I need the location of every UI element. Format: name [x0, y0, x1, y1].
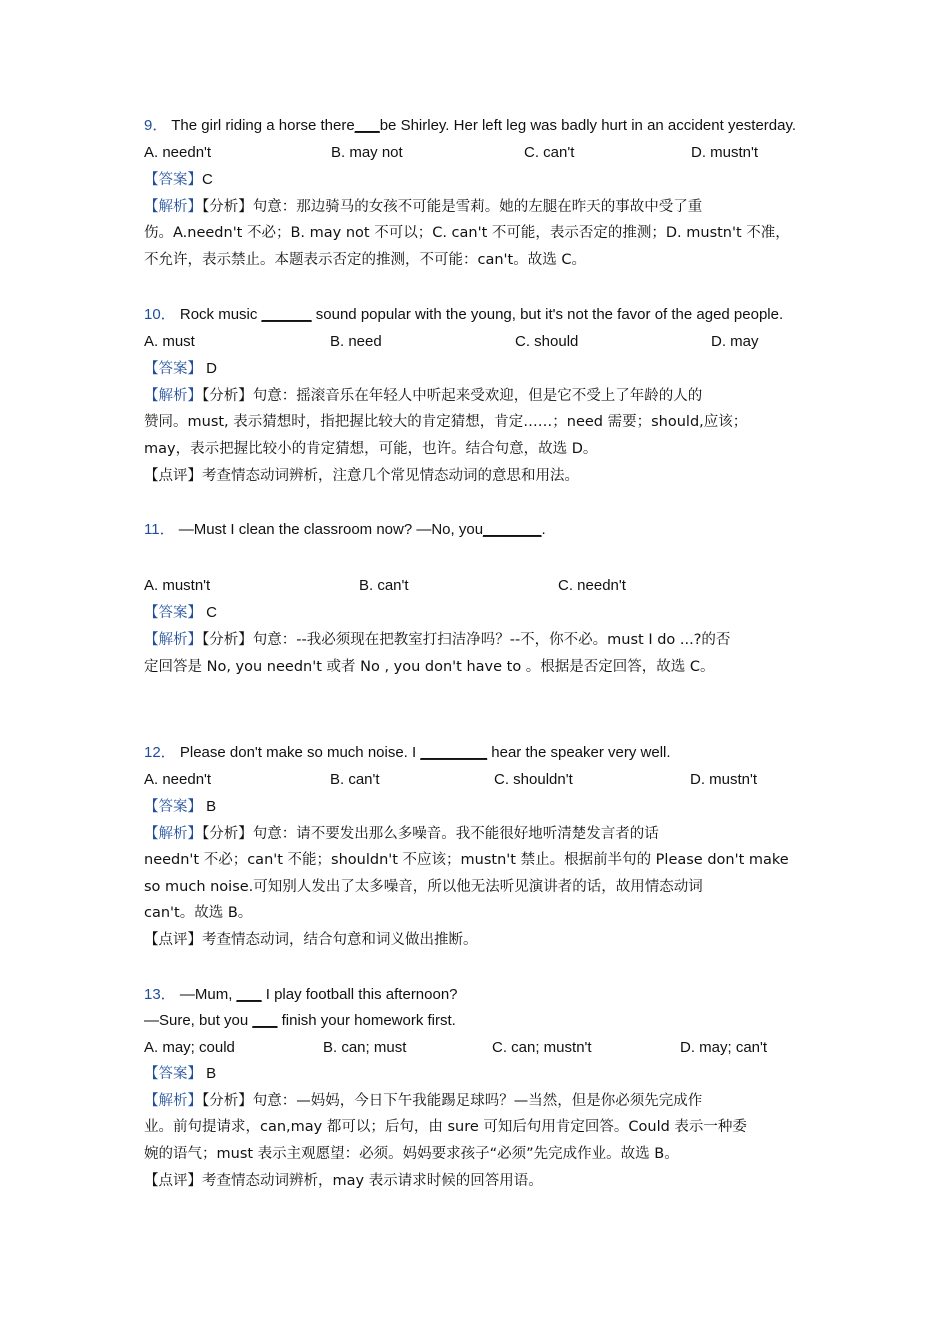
answer-line — [144, 796, 216, 818]
option-b: B. can't — [359, 577, 409, 594]
analysis-text: may，表示把握比较小的肯定猜想，可能，也许。结合句意，故选 D。 — [144, 441, 598, 457]
stem-text: —Must I clean the classroom now? —No, you — [178, 521, 484, 538]
analysis-tag: 【解析】 — [144, 199, 202, 215]
question-13-stem-2 — [144, 1010, 456, 1032]
option-a: A. may; could — [144, 1039, 235, 1056]
stem-text: sound popular with the young, but it's not the favor of the aged people. — [311, 306, 784, 323]
analysis-text: 【分析】句意：—妈妈，今日下午我能踢足球吗？—当然，但是你必须先完成作 — [202, 1093, 703, 1109]
option-c: C. can; mustn't — [492, 1039, 592, 1056]
question-number: 9． — [144, 117, 168, 134]
stem-text: Please don't make so much noise. I — [179, 744, 421, 761]
analysis-text: 【分析】句意：请不要发出那么多噪音。我不能很好地听清楚发言者的话 — [202, 826, 659, 842]
comment-line: 【点评】考查情态动词辨析，注意几个常见情态动词的意思和用法。 — [144, 468, 579, 484]
analysis-text: needn't 不必；can't 不能；shouldn't 不应该；mustn't 禁止。根据前半句的 Please don't make — [144, 852, 789, 868]
answer-blank: ___ — [252, 1012, 278, 1029]
analysis-text: 不允许，表示禁止。本题表示否定的推测，不可能：can't。故选 C。 — [144, 252, 586, 268]
question-9-stem — [144, 115, 796, 137]
analysis-text: 伤。A.needn't 不必；B. may not 不可以；C. can't 不可能，表示否定的推测；D. mustn't 不准， — [144, 225, 790, 241]
option-c: C. shouldn't — [494, 771, 573, 788]
answer-line — [144, 358, 217, 380]
answer-value: B — [206, 1065, 217, 1082]
option-a: A. needn't — [144, 144, 212, 161]
option-b: B. can; must — [323, 1039, 407, 1056]
analysis-line — [144, 823, 659, 845]
analysis-text: 定回答是 No, you needn't 或者 No , you don't have to 。根据是否定回答，故选 C。 — [144, 659, 715, 675]
analysis-line — [144, 385, 702, 407]
stem-text: be Shirley. Her left leg was badly hurt in an accident yesterday. — [379, 117, 797, 134]
stem-text: . — [541, 521, 546, 538]
question-12-stem — [144, 742, 671, 764]
option-b: B. can't — [330, 771, 380, 788]
option-c: C. can't — [524, 144, 575, 161]
analysis-text: 业。前句提请求，can,may 都可以；后句，由 sure 可知后句用肯定回答。Could 表示一种委 — [144, 1119, 747, 1135]
stem-text: —Sure, but you — [144, 1012, 253, 1029]
answer-blank: ___ — [354, 117, 380, 134]
option-a: A. mustn't — [144, 577, 211, 594]
question-10-stem — [144, 304, 783, 326]
answer-tag: 【答案】 — [144, 172, 202, 188]
answer-line — [144, 602, 217, 624]
stem-text: hear the speaker very well. — [487, 744, 671, 761]
answer-blank: ___ — [236, 986, 262, 1003]
question-11-stem — [144, 519, 546, 541]
option-d: D. mustn't — [690, 771, 758, 788]
question-number: 13． — [144, 986, 176, 1003]
stem-text: I play football this afternoon? — [261, 986, 458, 1003]
analysis-text: 【分析】句意：摇滚音乐在年轻人中听起来受欢迎，但是它不受上了年龄的人的 — [202, 388, 703, 404]
analysis-tag: 【解析】 — [144, 826, 202, 842]
analysis-line — [144, 1090, 702, 1112]
answer-tag: 【答案】 — [144, 1066, 202, 1082]
answer-value: C — [206, 604, 218, 621]
option-c: C. needn't — [558, 577, 626, 594]
answer-tag: 【答案】 — [144, 361, 202, 377]
stem-text: finish your homework first. — [277, 1012, 456, 1029]
answer-blank: ______ — [261, 306, 312, 323]
analysis-line — [144, 196, 702, 218]
question-number: 10． — [144, 306, 176, 323]
answer-line — [144, 1063, 216, 1085]
question-number: 11． — [144, 521, 175, 538]
option-b: B. may not — [331, 144, 403, 161]
analysis-tag: 【解析】 — [144, 1093, 202, 1109]
answer-value: D — [206, 360, 218, 377]
answer-value: B — [206, 798, 217, 815]
stem-text: —Mum, — [179, 986, 237, 1003]
stem-text: Rock music — [179, 306, 262, 323]
option-d: D. mustn't — [691, 144, 759, 161]
option-a: A. needn't — [144, 771, 212, 788]
analysis-text: can't。故选 B。 — [144, 905, 253, 921]
comment-line: 【点评】考查情态动词辨析，may 表示请求时候的回答用语。 — [144, 1173, 543, 1189]
analysis-text: 赞同。must, 表示猜想时，指把握比较大的肯定猜想，肯定……；need 需要；should,应该； — [144, 414, 748, 430]
answer-blank: ________ — [420, 744, 488, 761]
option-d: D. may — [711, 333, 759, 350]
answer-blank: _______ — [483, 521, 542, 538]
analysis-tag: 【解析】 — [144, 388, 202, 404]
option-b: B. need — [330, 333, 382, 350]
analysis-tag: 【解析】 — [144, 632, 202, 648]
question-13-stem — [144, 984, 458, 1006]
analysis-text: 婉的语气；must 表示主观愿望：必须。妈妈要求孩子“必须”先完成作业。故选 B。 — [144, 1146, 679, 1162]
analysis-text: 【分析】句意：--我必须现在把教室打扫洁净吗？--不，你不必。must I do ...?的否 — [202, 632, 731, 648]
option-c: C. should — [515, 333, 579, 350]
stem-text: The girl riding a horse there — [171, 117, 355, 134]
comment-line: 【点评】考查情态动词，结合句意和词义做出推断。 — [144, 932, 478, 948]
answer-tag: 【答案】 — [144, 799, 202, 815]
answer-line — [144, 169, 213, 191]
analysis-text: 【分析】句意：那边骑马的女孩不可能是雪莉。她的左腿在昨天的事故中受了重 — [202, 199, 703, 215]
answer-value: C — [202, 171, 213, 188]
answer-tag: 【答案】 — [144, 605, 202, 621]
question-number: 12． — [144, 744, 176, 761]
analysis-line — [144, 629, 730, 651]
option-a: A. must — [144, 333, 195, 350]
option-d: D. may; can't — [680, 1039, 768, 1056]
analysis-text: so much noise.可知别人发出了太多噪音，所以他无法听见演讲者的话，故用情态动词 — [144, 879, 703, 895]
